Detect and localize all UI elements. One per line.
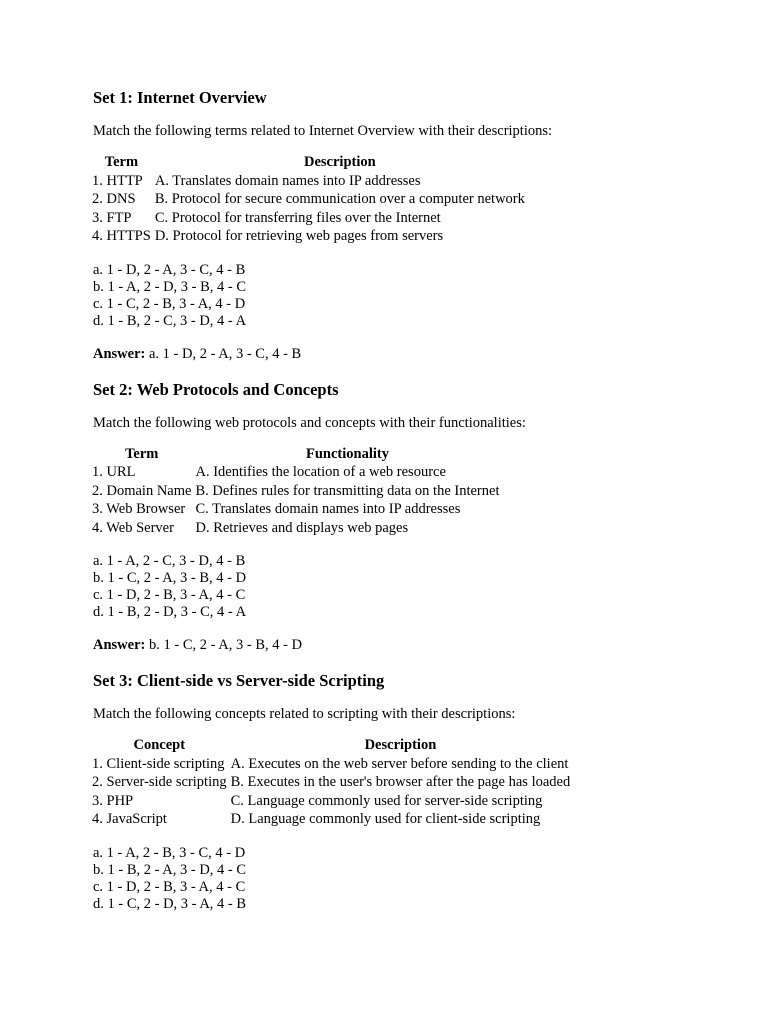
term-cell: 3. PHP: [92, 792, 134, 809]
column-header-term: Term: [125, 445, 159, 462]
term-cell: 2. Domain Name: [92, 482, 192, 499]
answer-options: [93, 262, 675, 330]
description-cell: D. Retrieves and displays web pages: [195, 519, 409, 536]
table-header-row: [92, 445, 503, 464]
description-cell: D. Protocol for retrieving web pages from servers: [154, 228, 444, 244]
option-b: b. 1 - C, 2 - A, 3 - B, 4 - D: [93, 570, 247, 586]
matching-table: [92, 153, 529, 246]
table-row: [92, 190, 529, 209]
term-cell: 1. HTTP: [92, 172, 143, 189]
table-row: [92, 227, 529, 246]
term-cell: 1. URL: [92, 464, 136, 480]
set-1: [93, 0, 675, 363]
matching-table: [92, 445, 503, 538]
table-row: [92, 463, 503, 482]
set-intro: Match the following concepts related to scripting with their descriptions:: [93, 706, 516, 722]
option-d: d. 1 - C, 2 - D, 3 - A, 4 - B: [93, 895, 247, 912]
table-row: [92, 773, 574, 792]
answer-label: Answer:: [93, 637, 146, 653]
table-row: [92, 755, 574, 774]
option-c: c. 1 - D, 2 - B, 3 - A, 4 - C: [93, 878, 246, 895]
option-d: d. 1 - B, 2 - C, 3 - D, 4 - A: [93, 312, 247, 329]
set-3: [93, 654, 675, 913]
table-row: [92, 209, 529, 228]
description-cell: D. Language commonly used for client-side scripting: [230, 811, 541, 827]
description-cell: A. Executes on the web server before sending to the client: [230, 755, 569, 772]
description-cell: B. Protocol for secure communication over a computer network: [154, 191, 525, 207]
description-cell: C. Language commonly used for server-side scripting: [230, 792, 543, 809]
set-2: [93, 363, 675, 655]
description-cell: A. Translates domain names into IP addresses: [154, 172, 421, 189]
option-b: b. 1 - B, 2 - A, 3 - D, 4 - C: [93, 861, 247, 878]
answer-line: [93, 345, 675, 363]
description-cell: B. Defines rules for transmitting data on the Internet: [195, 482, 500, 499]
option-a: a. 1 - D, 2 - A, 3 - C, 4 - B: [93, 261, 246, 278]
option-d: d. 1 - B, 2 - D, 3 - C, 4 - A: [93, 604, 247, 620]
option-c: c. 1 - D, 2 - B, 3 - A, 4 - C: [93, 587, 246, 603]
table-row: [92, 482, 503, 501]
column-header-description: Description: [304, 154, 376, 170]
set-title: Set 3: Client-side vs Server-side Scripting: [93, 671, 385, 690]
table-header-row: [92, 736, 574, 755]
description-cell: C. Translates domain names into IP addresses: [195, 501, 461, 517]
term-cell: 4. HTTPS: [92, 228, 151, 244]
column-header-concept: Concept: [133, 737, 186, 753]
table-row: [92, 792, 574, 811]
term-cell: 3. Web Browser: [92, 501, 186, 517]
table-row: [92, 172, 529, 191]
term-cell: 1. Client-side scripting: [92, 755, 225, 772]
table-row: [92, 810, 574, 829]
column-header-functionality: Functionality: [305, 445, 389, 462]
term-cell: 2. DNS: [92, 191, 136, 207]
answer-line: [93, 636, 675, 654]
table-row: [92, 500, 503, 519]
column-header-term: Term: [104, 154, 139, 170]
term-cell: 4. JavaScript: [92, 811, 167, 827]
option-b: b. 1 - A, 2 - D, 3 - B, 4 - C: [93, 278, 247, 295]
table-row: [92, 519, 503, 538]
table-header-row: [92, 153, 529, 172]
matching-table: [92, 736, 574, 829]
term-cell: 2. Server-side scripting: [92, 774, 227, 790]
answer-options: [93, 845, 675, 913]
answer-value: a. 1 - D, 2 - A, 3 - C, 4 - B: [148, 345, 302, 362]
set-title: Set 1: Internet Overview: [93, 88, 267, 107]
option-c: c. 1 - C, 2 - B, 3 - A, 4 - D: [93, 295, 246, 312]
option-a: a. 1 - A, 2 - C, 3 - D, 4 - B: [93, 553, 246, 569]
description-cell: A. Identifies the location of a web resource: [195, 464, 446, 480]
option-a: a. 1 - A, 2 - B, 3 - C, 4 - D: [93, 844, 246, 861]
set-intro: Match the following web protocols and concepts with their functionalities:: [93, 414, 526, 431]
term-cell: 3. FTP: [92, 209, 132, 226]
answer-options: [93, 553, 675, 621]
answer-label: Answer:: [93, 345, 146, 362]
answer-value: b. 1 - C, 2 - A, 3 - B, 4 - D: [148, 637, 303, 653]
column-header-description: Description: [364, 737, 437, 753]
description-cell: C. Protocol for transferring files over the Internet: [154, 209, 441, 226]
term-cell: 4. Web Server: [92, 519, 174, 536]
set-title: Set 2: Web Protocols and Concepts: [93, 379, 339, 399]
description-cell: B. Executes in the user's browser after the page has loaded: [230, 774, 571, 790]
set-intro: Match the following terms related to Internet Overview with their descriptions:: [93, 123, 553, 139]
